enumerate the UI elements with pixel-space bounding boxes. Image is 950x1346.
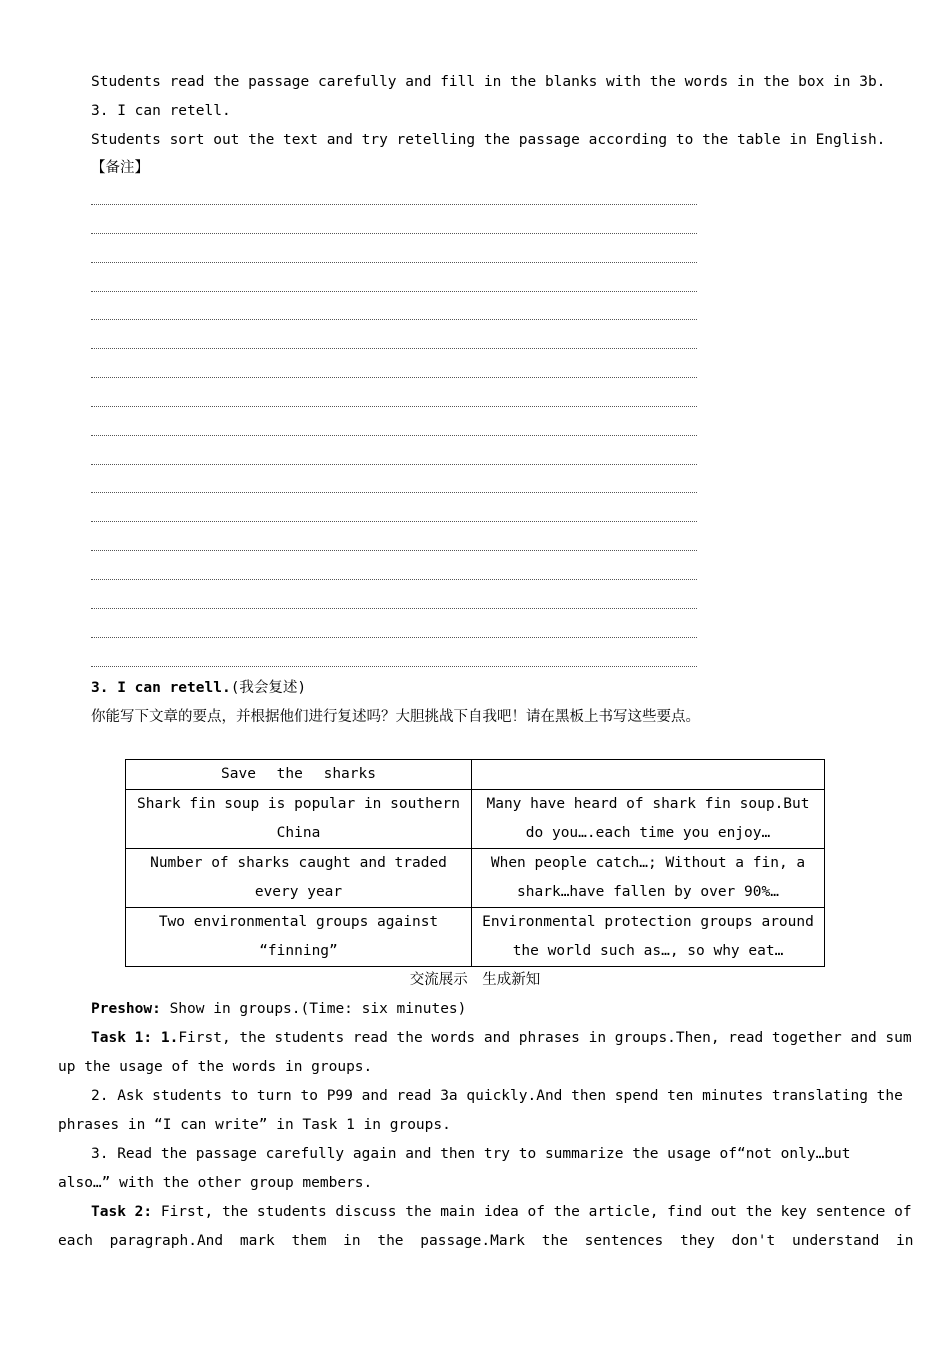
- table-header-cell: Save the sharks: [126, 760, 472, 790]
- writing-line: [91, 435, 697, 436]
- writing-line: [91, 550, 697, 551]
- writing-line: [91, 521, 697, 522]
- writing-line: [91, 233, 697, 234]
- writing-line: [91, 377, 697, 378]
- task1-label: Task 1:: [91, 1030, 153, 1046]
- preshow-label: Preshow:: [91, 1001, 161, 1017]
- preshow-text: Show in groups.(Time: six minutes): [160, 1001, 467, 1017]
- writing-line: [91, 262, 697, 263]
- writing-line: [91, 319, 697, 320]
- task1-item1-text: First, the students read the words and phrases in groups.Then, read together and sum: [178, 1030, 912, 1046]
- notes-label: 【备注】: [91, 160, 149, 176]
- table-row: [126, 908, 825, 967]
- retell-heading-en: 3. I can retell.: [91, 680, 231, 696]
- table-cell: Shark fin soup is popular in southern China: [126, 790, 472, 849]
- task1-item1: [91, 1028, 912, 1048]
- writing-line: [91, 204, 697, 205]
- writing-line: [91, 406, 697, 407]
- retell-heading-cn: (我会复述): [230, 680, 307, 696]
- retell-table: [125, 759, 825, 967]
- task1-item3-cont: also…” with the other group members.: [58, 1175, 373, 1191]
- writing-line: [91, 666, 697, 667]
- writing-line: [91, 291, 697, 292]
- task2-cont: each paragraph.And mark them in the passage.Mark the sentences they don't understand in: [58, 1233, 914, 1249]
- table-row: [126, 790, 825, 849]
- section-heading: 3. I can retell.: [91, 103, 231, 119]
- section-title: 交流展示 生成新知: [409, 972, 541, 988]
- writing-line: [91, 608, 697, 609]
- table-row: [126, 849, 825, 908]
- preshow-line: [91, 999, 466, 1019]
- writing-line: [91, 492, 697, 493]
- table-header-row: [126, 760, 825, 790]
- task1-item3: 3. Read the passage carefully again and then try to summarize the usage of“not only…but: [91, 1146, 851, 1162]
- writing-line: [91, 348, 697, 349]
- writing-line: [91, 579, 697, 580]
- table-cell: Number of sharks caught and traded every year: [126, 849, 472, 908]
- task2-label: Task 2:: [91, 1204, 153, 1220]
- writing-line: [91, 637, 697, 638]
- table-header-cell: [472, 760, 825, 790]
- task1-item2: 2. Ask students to turn to P99 and read 3a quickly.And then spend ten minutes translating the: [91, 1088, 903, 1104]
- table-cell: Many have heard of shark fin soup.But do you….each time you enjoy…: [472, 790, 825, 849]
- task2-text: First, the students discuss the main idea of the article, find out the key sentence of: [152, 1204, 912, 1220]
- writing-line: [91, 464, 697, 465]
- instruction-line: Students read the passage carefully and fill in the blanks with the words in the box in 3b.: [91, 74, 886, 90]
- task1-item1-cont: up the usage of the words in groups.: [58, 1059, 373, 1075]
- table-cell: Environmental protection groups around the world such as…, so why eat…: [472, 908, 825, 967]
- task1-item2-cont: phrases in “I can write” in Task 1 in groups.: [58, 1117, 451, 1133]
- task2-line: [91, 1202, 912, 1222]
- instruction-line: Students sort out the text and try retelling the passage according to the table in English.: [91, 132, 886, 148]
- retell-instruction: 你能写下文章的要点，并根据他们进行复述吗？大胆挑战下自我吧！请在黑板上书写这些要点。: [91, 709, 700, 725]
- table-cell: Two environmental groups against “finning”: [126, 908, 472, 967]
- retell-heading: [91, 678, 306, 698]
- table-cell: When people catch…; Without a fin, a shark…have fallen by over 90%…: [472, 849, 825, 908]
- task1-item1-num: 1.: [152, 1030, 179, 1046]
